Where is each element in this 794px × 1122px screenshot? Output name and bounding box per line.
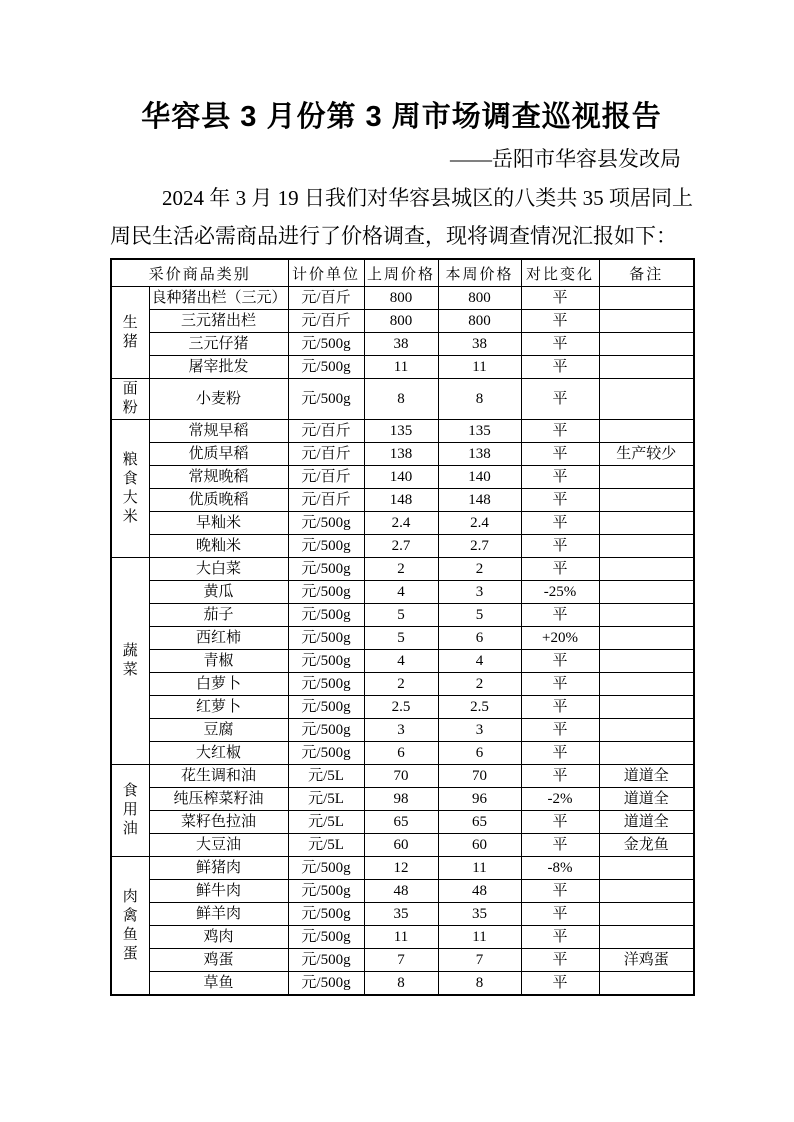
unit-cell: 元/500g bbox=[288, 719, 364, 742]
last-week-price-cell: 65 bbox=[364, 811, 438, 834]
this-week-price-cell: 3 bbox=[438, 581, 521, 604]
last-week-price-cell: 800 bbox=[364, 310, 438, 333]
this-week-price-cell: 4 bbox=[438, 650, 521, 673]
item-name-cell: 鲜羊肉 bbox=[149, 903, 288, 926]
unit-cell: 元/500g bbox=[288, 949, 364, 972]
last-week-price-cell: 135 bbox=[364, 420, 438, 443]
this-week-price-cell: 2 bbox=[438, 558, 521, 581]
last-week-price-cell: 8 bbox=[364, 972, 438, 996]
item-name-cell: 小麦粉 bbox=[149, 379, 288, 420]
item-name-cell: 花生调和油 bbox=[149, 765, 288, 788]
page-title: 华容县 3 月份第 3 周市场调查巡视报告 bbox=[141, 101, 662, 133]
note-cell bbox=[599, 581, 694, 604]
table-row bbox=[111, 443, 694, 466]
item-name-cell: 早籼米 bbox=[149, 512, 288, 535]
table-row bbox=[111, 903, 694, 926]
category-group-cell: 肉 禽 鱼 蛋 bbox=[111, 857, 149, 996]
change-cell: 平 bbox=[521, 742, 599, 765]
column-header-this-week-price: 本周价格 bbox=[438, 259, 521, 287]
table-row bbox=[111, 719, 694, 742]
note-cell bbox=[599, 356, 694, 379]
note-cell bbox=[599, 857, 694, 880]
note-cell: 道道全 bbox=[599, 811, 694, 834]
change-cell: 平 bbox=[521, 420, 599, 443]
last-week-price-cell: 800 bbox=[364, 287, 438, 310]
last-week-price-cell: 98 bbox=[364, 788, 438, 811]
note-cell bbox=[599, 696, 694, 719]
last-week-price-cell: 2.5 bbox=[364, 696, 438, 719]
item-name-cell: 白萝卜 bbox=[149, 673, 288, 696]
change-cell: 平 bbox=[521, 972, 599, 996]
note-cell bbox=[599, 535, 694, 558]
change-cell: -8% bbox=[521, 857, 599, 880]
note-cell bbox=[599, 604, 694, 627]
note-cell bbox=[599, 512, 694, 535]
this-week-price-cell: 135 bbox=[438, 420, 521, 443]
item-name-cell: 大白菜 bbox=[149, 558, 288, 581]
last-week-price-cell: 2.4 bbox=[364, 512, 438, 535]
this-week-price-cell: 148 bbox=[438, 489, 521, 512]
note-cell: 金龙鱼 bbox=[599, 834, 694, 857]
change-cell: 平 bbox=[521, 696, 599, 719]
change-cell: 平 bbox=[521, 719, 599, 742]
note-cell bbox=[599, 379, 694, 420]
table-row bbox=[111, 880, 694, 903]
this-week-price-cell: 65 bbox=[438, 811, 521, 834]
note-cell bbox=[599, 333, 694, 356]
intro-paragraph: 2024 年 3 月 19 日我们对华容县城区的八类共 35 项居同上周民生活必需商品进行了价格调查，现将调查情况汇报如下： bbox=[110, 186, 693, 248]
unit-cell: 元/500g bbox=[288, 696, 364, 719]
unit-cell: 元/500g bbox=[288, 857, 364, 880]
note-cell: 洋鸡蛋 bbox=[599, 949, 694, 972]
price-table-body bbox=[111, 287, 694, 996]
change-cell: 平 bbox=[521, 558, 599, 581]
this-week-price-cell: 2.5 bbox=[438, 696, 521, 719]
unit-cell: 元/5L bbox=[288, 811, 364, 834]
unit-cell: 元/500g bbox=[288, 356, 364, 379]
last-week-price-cell: 48 bbox=[364, 880, 438, 903]
change-cell: 平 bbox=[521, 443, 599, 466]
this-week-price-cell: 8 bbox=[438, 379, 521, 420]
table-row bbox=[111, 926, 694, 949]
unit-cell: 元/500g bbox=[288, 379, 364, 420]
table-row bbox=[111, 333, 694, 356]
table-row bbox=[111, 788, 694, 811]
item-name-cell: 豆腐 bbox=[149, 719, 288, 742]
note-cell bbox=[599, 742, 694, 765]
change-cell: +20% bbox=[521, 627, 599, 650]
category-group-cell: 面 粉 bbox=[111, 379, 149, 420]
category-group-cell: 生 猪 bbox=[111, 287, 149, 379]
change-cell: 平 bbox=[521, 310, 599, 333]
column-header-note: 备注 bbox=[599, 259, 694, 287]
category-group-cell: 粮 食 大 米 bbox=[111, 420, 149, 558]
table-row bbox=[111, 742, 694, 765]
last-week-price-cell: 5 bbox=[364, 604, 438, 627]
table-row bbox=[111, 512, 694, 535]
item-name-cell: 大豆油 bbox=[149, 834, 288, 857]
this-week-price-cell: 11 bbox=[438, 857, 521, 880]
unit-cell: 元/5L bbox=[288, 765, 364, 788]
note-cell bbox=[599, 880, 694, 903]
this-week-price-cell: 6 bbox=[438, 742, 521, 765]
item-name-cell: 纯压榨菜籽油 bbox=[149, 788, 288, 811]
item-name-cell: 常规早稻 bbox=[149, 420, 288, 443]
item-name-cell: 鸡蛋 bbox=[149, 949, 288, 972]
change-cell: 平 bbox=[521, 880, 599, 903]
last-week-price-cell: 4 bbox=[364, 581, 438, 604]
note-cell bbox=[599, 719, 694, 742]
last-week-price-cell: 3 bbox=[364, 719, 438, 742]
change-cell: 平 bbox=[521, 535, 599, 558]
unit-cell: 元/500g bbox=[288, 903, 364, 926]
last-week-price-cell: 2 bbox=[364, 673, 438, 696]
item-name-cell: 晚籼米 bbox=[149, 535, 288, 558]
this-week-price-cell: 38 bbox=[438, 333, 521, 356]
document-content bbox=[110, 0, 693, 996]
note-cell bbox=[599, 926, 694, 949]
unit-cell: 元/百斤 bbox=[288, 310, 364, 333]
this-week-price-cell: 800 bbox=[438, 310, 521, 333]
change-cell: 平 bbox=[521, 926, 599, 949]
item-name-cell: 草鱼 bbox=[149, 972, 288, 996]
last-week-price-cell: 6 bbox=[364, 742, 438, 765]
unit-cell: 元/百斤 bbox=[288, 443, 364, 466]
last-week-price-cell: 5 bbox=[364, 627, 438, 650]
last-week-price-cell: 140 bbox=[364, 466, 438, 489]
unit-cell: 元/500g bbox=[288, 880, 364, 903]
change-cell: 平 bbox=[521, 287, 599, 310]
item-name-cell: 三元猪出栏 bbox=[149, 310, 288, 333]
table-row bbox=[111, 834, 694, 857]
byline: ——岳阳市华容县发改局 bbox=[450, 147, 681, 171]
category-group-cell: 食 用 油 bbox=[111, 765, 149, 857]
last-week-price-cell: 4 bbox=[364, 650, 438, 673]
last-week-price-cell: 11 bbox=[364, 356, 438, 379]
change-cell: -25% bbox=[521, 581, 599, 604]
this-week-price-cell: 35 bbox=[438, 903, 521, 926]
category-group-cell: 蔬 菜 bbox=[111, 558, 149, 765]
note-cell: 道道全 bbox=[599, 788, 694, 811]
table-row bbox=[111, 535, 694, 558]
note-cell bbox=[599, 466, 694, 489]
table-header-row bbox=[111, 259, 694, 287]
this-week-price-cell: 2 bbox=[438, 673, 521, 696]
item-name-cell: 红萝卜 bbox=[149, 696, 288, 719]
item-name-cell: 西红柿 bbox=[149, 627, 288, 650]
table-row bbox=[111, 765, 694, 788]
column-header-last-week-price: 上周价格 bbox=[364, 259, 438, 287]
change-cell: -2% bbox=[521, 788, 599, 811]
table-row bbox=[111, 420, 694, 443]
this-week-price-cell: 70 bbox=[438, 765, 521, 788]
unit-cell: 元/百斤 bbox=[288, 466, 364, 489]
unit-cell: 元/500g bbox=[288, 742, 364, 765]
table-row bbox=[111, 558, 694, 581]
last-week-price-cell: 70 bbox=[364, 765, 438, 788]
item-name-cell: 三元仔猪 bbox=[149, 333, 288, 356]
table-row bbox=[111, 604, 694, 627]
unit-cell: 元/500g bbox=[288, 558, 364, 581]
item-name-cell: 菜籽色拉油 bbox=[149, 811, 288, 834]
note-cell bbox=[599, 972, 694, 996]
unit-cell: 元/500g bbox=[288, 535, 364, 558]
change-cell: 平 bbox=[521, 903, 599, 926]
unit-cell: 元/百斤 bbox=[288, 489, 364, 512]
this-week-price-cell: 11 bbox=[438, 356, 521, 379]
unit-cell: 元/500g bbox=[288, 972, 364, 996]
change-cell: 平 bbox=[521, 765, 599, 788]
note-cell bbox=[599, 673, 694, 696]
unit-cell: 元/500g bbox=[288, 673, 364, 696]
change-cell: 平 bbox=[521, 466, 599, 489]
this-week-price-cell: 96 bbox=[438, 788, 521, 811]
table-row bbox=[111, 627, 694, 650]
last-week-price-cell: 38 bbox=[364, 333, 438, 356]
column-header-unit: 计价单位 bbox=[288, 259, 364, 287]
last-week-price-cell: 60 bbox=[364, 834, 438, 857]
table-row bbox=[111, 379, 694, 420]
note-cell bbox=[599, 903, 694, 926]
change-cell: 平 bbox=[521, 512, 599, 535]
this-week-price-cell: 7 bbox=[438, 949, 521, 972]
table-row bbox=[111, 857, 694, 880]
table-row bbox=[111, 673, 694, 696]
last-week-price-cell: 7 bbox=[364, 949, 438, 972]
change-cell: 平 bbox=[521, 604, 599, 627]
item-name-cell: 优质晚稻 bbox=[149, 489, 288, 512]
change-cell: 平 bbox=[521, 379, 599, 420]
change-cell: 平 bbox=[521, 673, 599, 696]
this-week-price-cell: 3 bbox=[438, 719, 521, 742]
table-row bbox=[111, 489, 694, 512]
note-cell bbox=[599, 420, 694, 443]
table-row bbox=[111, 287, 694, 310]
note-cell: 道道全 bbox=[599, 765, 694, 788]
change-cell: 平 bbox=[521, 489, 599, 512]
note-cell bbox=[599, 287, 694, 310]
this-week-price-cell: 5 bbox=[438, 604, 521, 627]
item-name-cell: 鸡肉 bbox=[149, 926, 288, 949]
this-week-price-cell: 48 bbox=[438, 880, 521, 903]
table-row bbox=[111, 466, 694, 489]
this-week-price-cell: 6 bbox=[438, 627, 521, 650]
table-row bbox=[111, 650, 694, 673]
unit-cell: 元/500g bbox=[288, 333, 364, 356]
note-cell bbox=[599, 558, 694, 581]
last-week-price-cell: 148 bbox=[364, 489, 438, 512]
this-week-price-cell: 138 bbox=[438, 443, 521, 466]
item-name-cell: 青椒 bbox=[149, 650, 288, 673]
change-cell: 平 bbox=[521, 949, 599, 972]
this-week-price-cell: 140 bbox=[438, 466, 521, 489]
item-name-cell: 大红椒 bbox=[149, 742, 288, 765]
unit-cell: 元/500g bbox=[288, 604, 364, 627]
this-week-price-cell: 11 bbox=[438, 926, 521, 949]
change-cell: 平 bbox=[521, 834, 599, 857]
table-row bbox=[111, 581, 694, 604]
last-week-price-cell: 12 bbox=[364, 857, 438, 880]
table-row bbox=[111, 696, 694, 719]
note-cell: 生产较少 bbox=[599, 443, 694, 466]
note-cell bbox=[599, 310, 694, 333]
unit-cell: 元/百斤 bbox=[288, 420, 364, 443]
change-cell: 平 bbox=[521, 650, 599, 673]
table-row bbox=[111, 811, 694, 834]
item-name-cell: 黄瓜 bbox=[149, 581, 288, 604]
change-cell: 平 bbox=[521, 333, 599, 356]
last-week-price-cell: 2.7 bbox=[364, 535, 438, 558]
column-header-change: 对比变化 bbox=[521, 259, 599, 287]
note-cell bbox=[599, 650, 694, 673]
this-week-price-cell: 60 bbox=[438, 834, 521, 857]
change-cell: 平 bbox=[521, 356, 599, 379]
note-cell bbox=[599, 489, 694, 512]
item-name-cell: 常规晚稻 bbox=[149, 466, 288, 489]
unit-cell: 元/500g bbox=[288, 627, 364, 650]
unit-cell: 元/500g bbox=[288, 650, 364, 673]
table-row bbox=[111, 356, 694, 379]
last-week-price-cell: 8 bbox=[364, 379, 438, 420]
unit-cell: 元/百斤 bbox=[288, 287, 364, 310]
table-row bbox=[111, 949, 694, 972]
unit-cell: 元/500g bbox=[288, 581, 364, 604]
item-name-cell: 茄子 bbox=[149, 604, 288, 627]
last-week-price-cell: 2 bbox=[364, 558, 438, 581]
this-week-price-cell: 8 bbox=[438, 972, 521, 996]
this-week-price-cell: 2.4 bbox=[438, 512, 521, 535]
this-week-price-cell: 800 bbox=[438, 287, 521, 310]
last-week-price-cell: 138 bbox=[364, 443, 438, 466]
item-name-cell: 鲜牛肉 bbox=[149, 880, 288, 903]
last-week-price-cell: 35 bbox=[364, 903, 438, 926]
table-row bbox=[111, 972, 694, 996]
table-row bbox=[111, 310, 694, 333]
item-name-cell: 优质早稻 bbox=[149, 443, 288, 466]
unit-cell: 元/5L bbox=[288, 834, 364, 857]
unit-cell: 元/500g bbox=[288, 512, 364, 535]
this-week-price-cell: 2.7 bbox=[438, 535, 521, 558]
column-header-category: 采价商品类别 bbox=[111, 259, 288, 287]
note-cell bbox=[599, 627, 694, 650]
unit-cell: 元/5L bbox=[288, 788, 364, 811]
last-week-price-cell: 11 bbox=[364, 926, 438, 949]
price-table bbox=[110, 258, 695, 996]
unit-cell: 元/500g bbox=[288, 926, 364, 949]
item-name-cell: 屠宰批发 bbox=[149, 356, 288, 379]
item-name-cell: 良种猪出栏（三元） bbox=[149, 287, 288, 310]
item-name-cell: 鲜猪肉 bbox=[149, 857, 288, 880]
change-cell: 平 bbox=[521, 811, 599, 834]
